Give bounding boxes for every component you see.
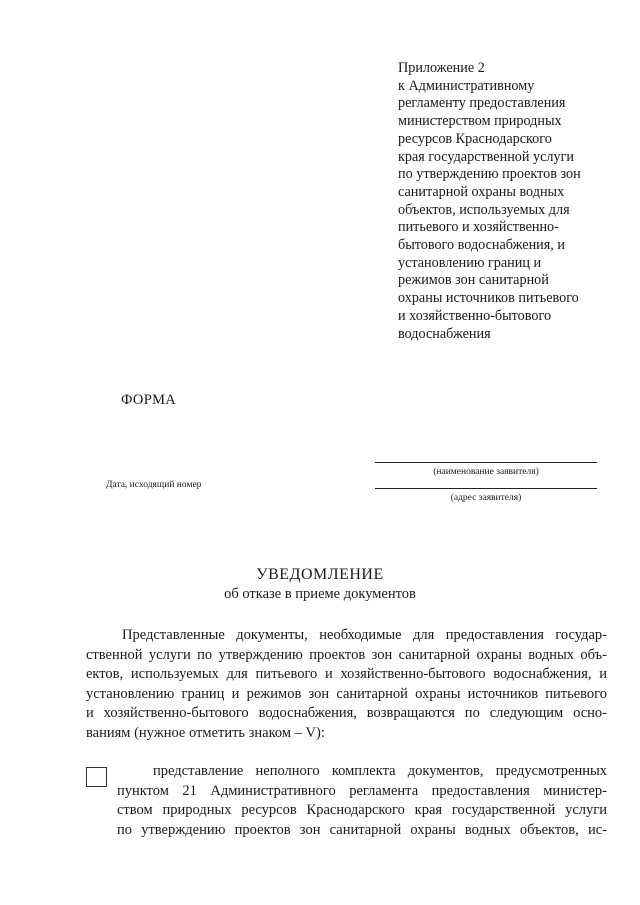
reason-1-text <box>117 762 607 840</box>
annex-header <box>398 60 623 343</box>
annex-line: объектов, используемых для <box>398 201 570 218</box>
annex-line: водоснабжения <box>398 325 491 342</box>
paragraph-line: ваниям (нужное отметить знаком – V): <box>86 724 325 741</box>
body-paragraph <box>86 626 607 744</box>
annex-line: регламенту предоставления <box>398 95 566 112</box>
paragraph-line: Представленные документы, необходимые для предоставления государ- <box>122 627 607 643</box>
applicant-name-caption: (наименование заявителя) <box>433 467 539 477</box>
paragraph-line: ственной услуги по утверждению проектов зон санитарной охраны водных объ- <box>86 646 607 663</box>
annex-line: края государственной услуги <box>398 148 574 165</box>
reason-line: по утверждению проектов зон санитарной охраны водных объектов, ис- <box>117 821 607 838</box>
notice-title: УВЕДОМЛЕНИЕ <box>256 566 384 583</box>
applicant-address-field <box>375 488 597 504</box>
annex-line: ресурсов Краснодарского <box>398 130 552 147</box>
annex-line: санитарной охраны водных <box>398 183 565 200</box>
reason-line: представление неполного комплекта документов, предусмотренных <box>153 763 607 779</box>
annex-line: по утверждению проектов зон <box>398 166 581 183</box>
form-label: ФОРМА <box>121 392 177 408</box>
annex-line: и хозяйственно-бытового <box>398 307 552 324</box>
notice-subtitle: об отказе в приеме документов <box>224 586 416 602</box>
reason-line: ством природных ресурсов Краснодарского края государственной услуги <box>117 802 607 819</box>
annex-line: питьевого и хозяйственно- <box>398 219 559 236</box>
annex-line: режимов зон санитарной <box>398 272 549 289</box>
annex-line: установлению границ и <box>398 254 542 271</box>
annex-line: охраны источников питьевого <box>398 290 579 307</box>
reason-1-checkbox[interactable] <box>86 767 107 787</box>
date-number-label: Дата, исходящий номер <box>106 480 202 490</box>
reason-line: пунктом 21 Административного регламента предоставления министер- <box>117 782 607 799</box>
annex-line: Приложение 2 <box>398 60 485 76</box>
paragraph-line: и хозяйственно-бытового водоснабжения, возвращаются по следующим осно- <box>86 705 607 722</box>
paragraph-line: ектов, используемых для питьевого и хозяйственно-бытового водоснабжения, и <box>86 666 607 683</box>
annex-line: министерством природных <box>398 113 562 130</box>
annex-line: к Административному <box>398 77 535 94</box>
paragraph-line: установлению границ и режимов зон санитарной охраны источников питьевого <box>86 685 607 702</box>
annex-line: бытового водоснабжения, и <box>398 237 565 254</box>
applicant-address-caption: (адрес заявителя) <box>450 493 522 503</box>
applicant-name-field <box>375 462 597 478</box>
